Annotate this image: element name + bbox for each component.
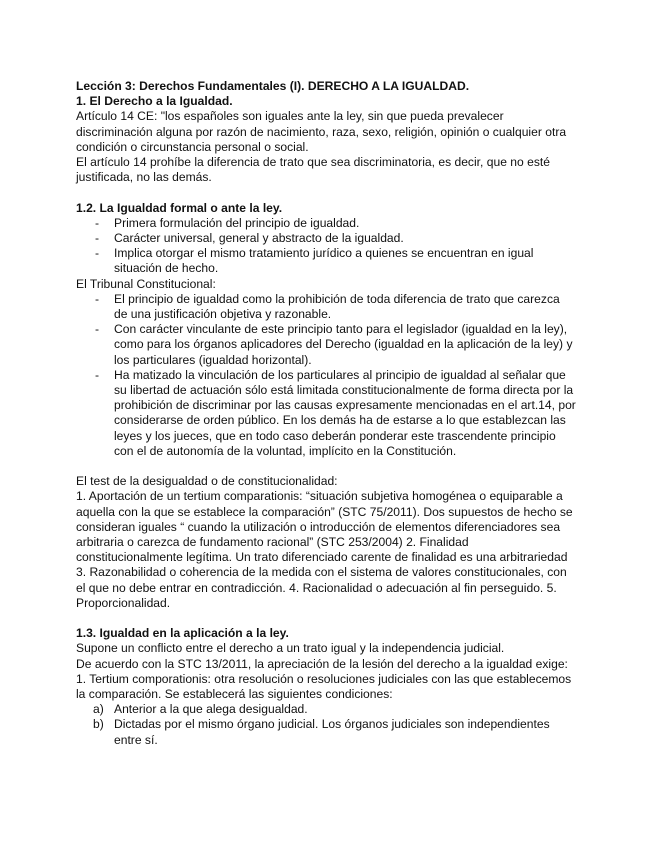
list-item: - Primera formulación del principio de igualdad. bbox=[76, 216, 576, 231]
stc-paragraph: De acuerdo con la STC 13/2011, la apreciación de la lesión del derecho a la igualdad exige: bbox=[76, 656, 568, 671]
list-item: - El principio de igualdad como la prohibición de toda diferencia de trato que carezca de una justificación objetiva y razonable. bbox=[76, 292, 576, 322]
spacer bbox=[76, 185, 576, 200]
spacer bbox=[76, 611, 576, 626]
spacer bbox=[76, 459, 576, 474]
conditions-list bbox=[76, 702, 576, 748]
article-14-quote: Artículo 14 CE: "los españoles son iguales ante la ley, sin que pueda prevalecer discriminación alguna por razón de nacimiento, raza, sexo, religión, opinión o cualquier otra condición o circunstancia personal o social. bbox=[76, 109, 567, 154]
section-1-2-heading: 1.2. La Igualdad formal o ante la ley. bbox=[76, 200, 283, 215]
test-label: El test de la desigualdad o de constitucionalidad: bbox=[76, 474, 338, 489]
article-14-explanation: El artículo 14 prohíbe la diferencia de trato que sea discriminatoria, es decir, que no esté justificada, no las demás. bbox=[76, 155, 550, 185]
tribunal-list bbox=[76, 292, 576, 459]
section-1-3-heading: 1.3. Igualdad en la aplicación a la ley. bbox=[76, 626, 289, 641]
list-item bbox=[76, 717, 576, 747]
tertium-paragraph: 1. Tertium comporationis: otra resolución o resoluciones judiciales con las que establecemos la comparación. Se establecerá las siguientes condiciones: bbox=[76, 671, 572, 702]
list-item bbox=[76, 702, 576, 717]
list-item: - Ha matizado la vinculación de los particulares al principio de igualdad al señalar que su libertad de actuación sólo está limitada constitucionalmente de forma directa por la prohibición de discriminar por las causas expresamente mencionadas en el art.14, por considerarse de orden público. En los demás ha de estarse a lo que establezcan las leyes y los jueces, que en todo caso deberán ponderar este trascendente principio con el de autonomía de la voluntad, implícito en la Constitución. bbox=[76, 368, 576, 459]
list-item: - Implica otorgar el mismo tratamiento jurídico a quienes se encuentran en igual situación de hecho. bbox=[76, 246, 576, 276]
list-item: - Carácter universal, general y abstracto de la igualdad. bbox=[76, 231, 576, 246]
document-page bbox=[76, 79, 576, 748]
list-item: - Con carácter vinculante de este principio tanto para el legislador (igualdad en la ley), como para los órganos aplicadores del Derecho (igualdad en la aplicación de la ley) y los particulares (igualdad horizontal). bbox=[76, 322, 576, 368]
test-body: 1. Aportación de un tertium comparationis: “situación subjetiva homogénea o equiparable a aquella con la que se establece la comparación” (STC 75/2011). Dos supuestos de hecho se consideran iguales “ cuando la utilización o introducción de elementos diferenciadores sea arbitraria o carezca de fundamento racional” (STC 253/2004) 2. Finalidad constitucionalmente legítima. Un trato diferenciado carente de finalidad es una arbitrariedad 3. Razonabilidad o coherencia de la medida con el sistema de valores constitucionales, con el que no debe entrar en contradicción. 4. Racionalidad o adecuación al fin perseguido. 5. Proporcionalidad. bbox=[76, 489, 573, 610]
list-marker: a) bbox=[93, 702, 104, 717]
list-marker: b) bbox=[93, 717, 104, 732]
section-1-heading: 1. El Derecho a la Igualdad. bbox=[76, 94, 233, 109]
lesson-title: Lección 3: Derechos Fundamentales (I). DERECHO A LA IGUALDAD. bbox=[76, 79, 470, 93]
conflict-paragraph: Supone un conflicto entre el derecho a un trato igual y la independencia judicial. bbox=[76, 641, 505, 656]
list-item-text: Dictadas por el mismo órgano judicial. Los órganos judiciales son independientes entre sí. bbox=[114, 717, 550, 747]
list-item-text: Anterior a la que alega desigualdad. bbox=[114, 702, 308, 717]
formal-equality-list bbox=[76, 216, 576, 277]
tribunal-label: El Tribunal Constitucional: bbox=[76, 276, 216, 291]
